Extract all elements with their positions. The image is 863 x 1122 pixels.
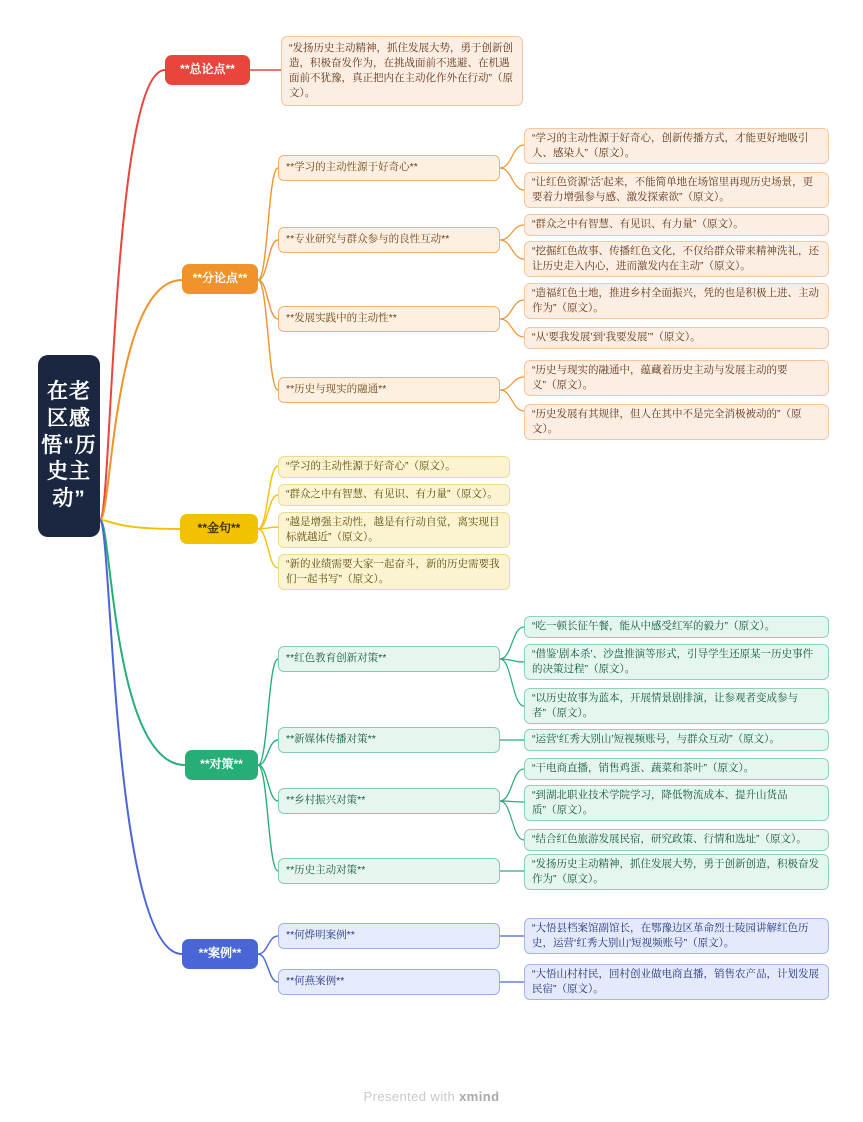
branch-fenlundian[interactable]: **分论点** xyxy=(182,264,258,294)
leaf-note[interactable]: “造福红色土地，推进乡村全面振兴，凭的也是积极上进、主动作为”（原文）。 xyxy=(524,283,829,319)
branch-zonglundian[interactable]: **总论点** xyxy=(165,55,250,85)
leaf-note[interactable]: “发扬历史主动精神，抓住发展大势，勇于创新创造，积极奋发作为”（原文）。 xyxy=(524,854,829,890)
leaf-note[interactable]: “让红色资源‘活’起来，不能简单地在场馆里再现历史场景，更要着力增强参与感、激发探索欲”（原文）。 xyxy=(524,172,829,208)
footer-brand: xmind xyxy=(459,1089,500,1104)
leaf-note[interactable]: “运营‘红秀大别山’短视频账号，与群众互动”（原文）。 xyxy=(524,729,829,751)
leaf-note[interactable]: “历史与现实的融通中，蕴藏着历史主动与发展主动的要义”（原文）。 xyxy=(524,360,829,396)
leaf-note[interactable]: “学习的主动性源于好奇心，创新传播方式，才能更好地吸引人、感染人”（原文）。 xyxy=(524,128,829,164)
leaf-note[interactable]: “吃一顿长征午餐，能从中感受红军的毅力”（原文）。 xyxy=(524,616,829,638)
subtopic[interactable]: **乡村振兴对策** xyxy=(278,788,500,814)
leaf-note[interactable]: “以历史故事为蓝本，开展情景剧排演，让参观者变成参与者”（原文）。 xyxy=(524,688,829,724)
leaf-note[interactable]: “干电商直播，销售鸡蛋、蔬菜和茶叶”（原文）。 xyxy=(524,758,829,780)
leaf-note[interactable]: “大悟县档案馆副馆长，在鄂豫边区革命烈士陵园讲解红色历史，运营‘红秀大别山’短视频账号”（原文）。 xyxy=(524,918,829,954)
subtopic[interactable]: **学习的主动性源于好奇心** xyxy=(278,155,500,181)
leaf-note[interactable]: “大悟山村村民，回村创业做电商直播，销售农产品，计划发展民宿”（原文）。 xyxy=(524,964,829,1000)
leaf-note[interactable]: “新的业绩需要大家一起奋斗，新的历史需要我们一起书写”（原文）。 xyxy=(278,554,510,590)
subtopic[interactable]: **新媒体传播对策** xyxy=(278,727,500,753)
root-topic[interactable]: 在老区感悟“历史主动” xyxy=(38,355,100,537)
leaf-note[interactable]: “历史发展有其规律，但人在其中不是完全消极被动的”（原文）。 xyxy=(524,404,829,440)
subtopic[interactable]: **何燕案例** xyxy=(278,969,500,995)
leaf-note[interactable]: “群众之中有智慧、有见识、有力量”（原文）。 xyxy=(278,484,510,506)
subtopic[interactable]: **发展实践中的主动性** xyxy=(278,306,500,332)
leaf-note[interactable]: “结合红色旅游发展民宿，研究政策、行情和选址”（原文）。 xyxy=(524,829,829,851)
leaf-note[interactable]: “借鉴‘剧本杀’、沙盘推演等形式，引导学生还原某一历史事件的决策过程”（原文）。 xyxy=(524,644,829,680)
subtopic[interactable]: **历史主动对策** xyxy=(278,858,500,884)
leaf-note[interactable]: “越是增强主动性，越是有行动自觉，离实现目标就越近”（原文）。 xyxy=(278,512,510,548)
subtopic[interactable]: **历史与现实的融通** xyxy=(278,377,500,403)
subtopic[interactable]: **何烨明案例** xyxy=(278,923,500,949)
leaf-note[interactable]: “学习的主动性源于好奇心”（原文）。 xyxy=(278,456,510,478)
leaf-note[interactable]: “群众之中有智慧、有见识、有力量”（原文）。 xyxy=(524,214,829,236)
leaf-note[interactable]: “挖掘红色故事、传播红色文化，不仅给群众带来精神洗礼，还让历史走入内心，进而激发内在主动”（原文）。 xyxy=(524,241,829,277)
leaf-note[interactable]: “从‘要我发展’到‘我要发展’”（原文）。 xyxy=(524,327,829,349)
branch-anli[interactable]: **案例** xyxy=(182,939,258,969)
leaf-note[interactable]: “到湖北职业技术学院学习，降低物流成本、提升山货品质”（原文）。 xyxy=(524,785,829,821)
footer-prefix: Presented with xyxy=(363,1089,460,1104)
subtopic[interactable]: **红色教育创新对策** xyxy=(278,646,500,672)
subtopic[interactable]: **专业研究与群众参与的良性互动** xyxy=(278,227,500,253)
branch-jinju[interactable]: **金句** xyxy=(180,514,258,544)
branch-duice[interactable]: **对策** xyxy=(185,750,258,780)
leaf-note[interactable]: “发扬历史主动精神，抓住发展大势，勇于创新创造，积极奋发作为，在挑战面前不逃避、在机遇面前不犹豫，真正把内在主动化作外在行动”（原文）。 xyxy=(281,36,523,106)
footer-watermark xyxy=(0,1089,863,1104)
